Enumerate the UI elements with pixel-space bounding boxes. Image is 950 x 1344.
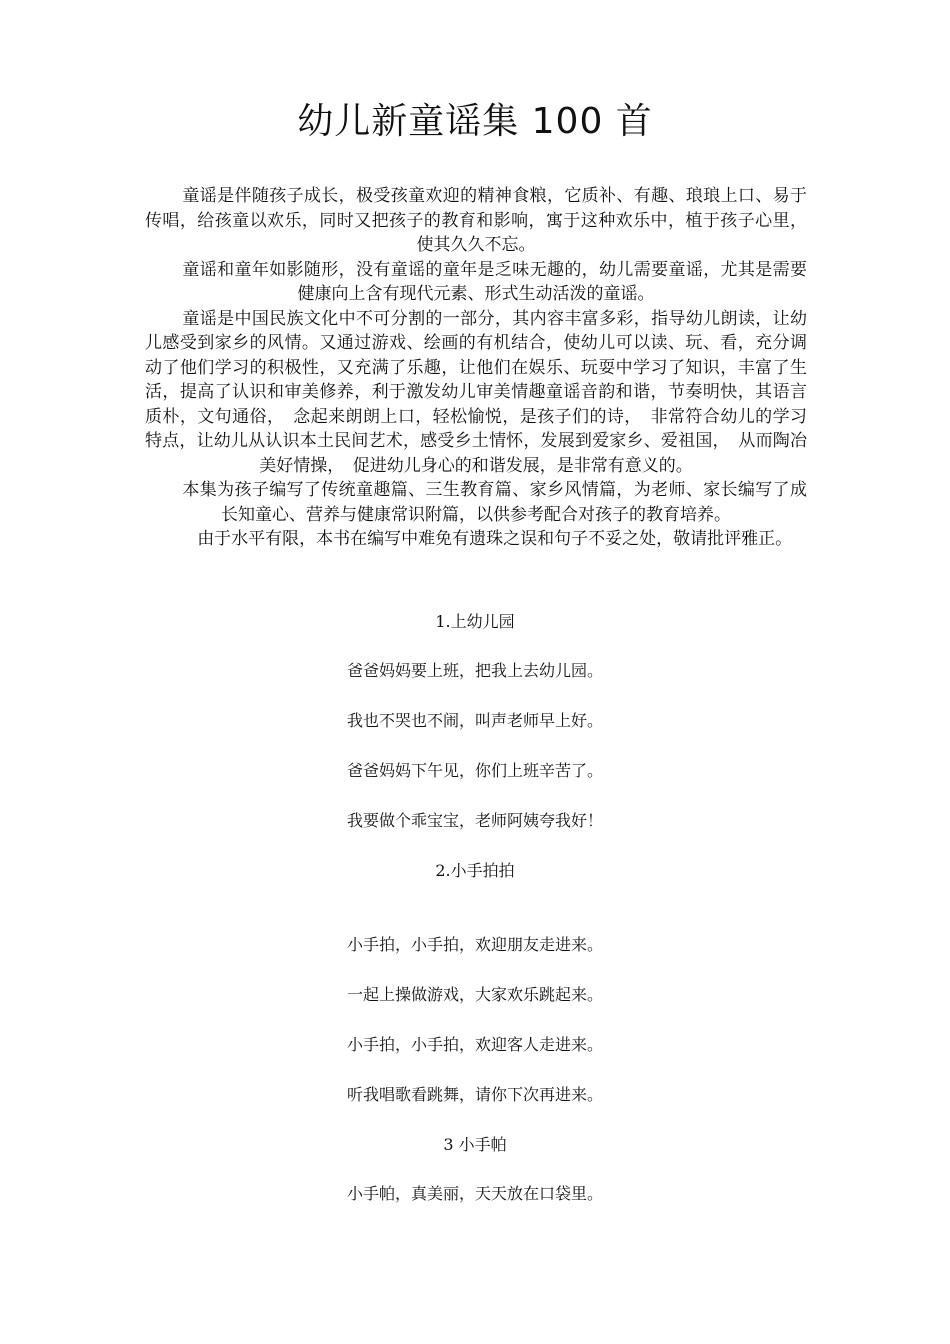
preface-paragraph: 童谣是中国民族文化中不可分割的一部分，其内容丰富多彩，指导幼儿朗读，让幼儿感受到家乡的风情。又通过游戏、绘画的有机结合，使幼儿可以读、玩、看，充分调动了他们学习的积极性，又充满了乐趣，让他们在娱乐、玩耍中学习了知识，丰富了生活，提高了认识和审美修养，利于激发幼儿审美情趣童谣音韵和谐，节奏明快，其语言质朴，文句通俗， 念起来朗朗上口，轻松愉悦，是孩子们的诗， 非常符合幼儿的学习特点，让幼儿从认识本土民间艺术，感受乡土情怀，发展到爱家乡、爱祖国， 从而陶冶美好情操， 促进幼儿身心的和谐发展，是非常有意义的。 [145, 308, 807, 476]
poem-line: 我也不哭也不闹，叫声老师早上好。 [346, 711, 603, 730]
poem-title: 2.小手拍拍 [435, 861, 515, 880]
poem-title: 3 小手帕 [443, 1135, 507, 1154]
preface-paragraph: 童谣是伴随孩子成长，极受孩童欢迎的精神食粮，它质补、有趣、琅琅上口、易于传唱，给孩童以欢乐，同时又把孩子的教育和影响，寓于这种欢乐中，植于孩子心里，使其久久不忘。 [145, 186, 807, 255]
preface-paragraph: 本集为孩子编写了传统童趣篇、三生教育篇、家乡风情篇，为老师、家长编写了成长知童心、营养与健康常识附篇，以供参考配合对孩子的教育培养。 [182, 480, 807, 525]
poem-line: 小手拍，小手拍，欢迎朋友走进来。 [346, 935, 603, 954]
document-title: 幼儿新童谣集 100 首 [297, 101, 653, 142]
poem-line: 我要做个乖宝宝，老师阿姨夸我好！ [346, 811, 603, 830]
poem-line: 听我唱歌看跳舞，请你下次再进来。 [346, 1085, 603, 1104]
poem-line: 爸爸妈妈下午见，你们上班辛苦了。 [346, 761, 603, 780]
preface-paragraph: 童谣和童年如影随形，没有童谣的童年是乏味无趣的，幼儿需要童谣，尤其是需要健康向上含有现代元素、形式生动活泼的童谣。 [182, 259, 807, 304]
poem-line: 小手拍，小手拍，欢迎客人走进来。 [346, 1035, 603, 1054]
poem-title: 1.上幼儿园 [435, 612, 515, 631]
preface-paragraph: 由于水平有限，本书在编写中难免有遗珠之误和句子不妥之处，敬请批评雅正。 [197, 529, 793, 549]
preface [145, 184, 807, 552]
poem-line: 小手帕，真美丽，天天放在口袋里。 [346, 1184, 603, 1203]
poem-line: 一起上操做游戏，大家欢乐跳起来。 [346, 985, 603, 1004]
poem-line: 爸爸妈妈要上班，把我上去幼儿园。 [346, 661, 603, 680]
